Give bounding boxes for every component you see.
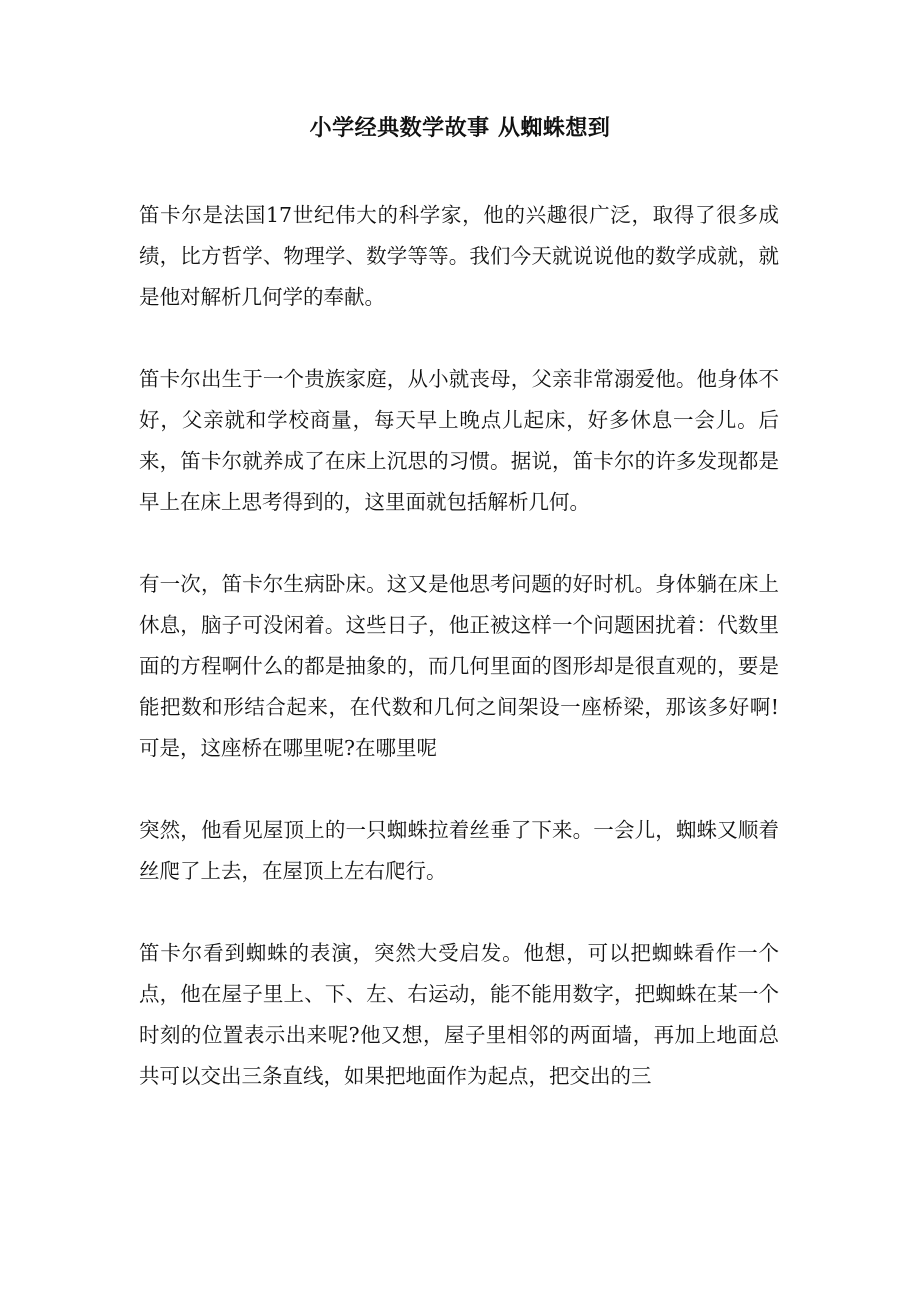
- document-title: 小学经典数学故事 从蜘蛛想到: [309, 115, 611, 141]
- paragraph-1: 笛卡尔是法国17世纪伟大的科学家，他的兴趣很广泛，取得了很多成绩，比方哲学、物理学、数学等等。我们今天就说说他的数学成就，就是他对解析几何学的奉献。: [139, 203, 779, 309]
- paragraph-2: 笛卡尔出生于一个贵族家庭，从小就丧母，父亲非常溺爱他。他身体不好，父亲就和学校商量，每天早上晚点儿起床，好多休息一会儿。后来，笛卡尔就养成了在床上沉思的习惯。据说，笛卡尔的许多发现都是早上在床上思考得到的，这里面就包括解析几何。: [139, 367, 779, 514]
- paragraph-3: 有一次，笛卡尔生病卧床。这又是他思考问题的好时机。身体躺在床上休息，脑子可没闲着。这些日子，他正被这样一个问题困扰着：代数里面的方程啊什么的都是抽象的，而几何里面的图形却是很直观的，要是能把数和形结合起来，在代数和几何之间架设一座桥梁，那该多好啊!可是，这座桥在哪里呢?在哪里呢: [139, 572, 779, 760]
- paragraph-5: 笛卡尔看到蜘蛛的表演，突然大受启发。他想，可以把蜘蛛看作一个点，他在屋子里上、下、左、右运动，能不能用数字，把蜘蛛在某一个时刻的位置表示出来呢?他又想，屋子里相邻的两面墙，再加上地面总共可以交出三条直线，如果把地面作为起点，把交出的三: [139, 941, 779, 1088]
- paragraph-4: 突然，他看见屋顶上的一只蜘蛛拉着丝垂了下来。一会儿，蜘蛛又顺着丝爬了上去，在屋顶上左右爬行。: [139, 818, 779, 883]
- document-body: [139, 195, 779, 1097]
